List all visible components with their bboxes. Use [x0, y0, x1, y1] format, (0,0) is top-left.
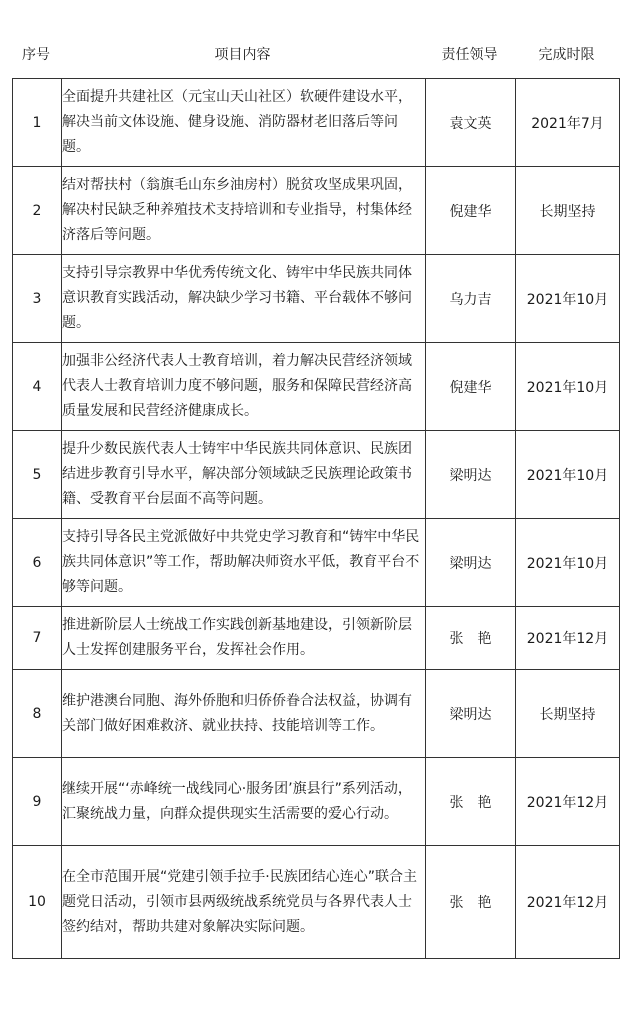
- row-content: 支持引导宗教界中华优秀传统文化、铸牢中华民族共同体意识教育实践活动，解决缺少学习书籍、平台载体不够问题。: [62, 255, 426, 343]
- row-deadline: 2021年12月: [516, 607, 620, 670]
- row-content: 结对帮扶村（翁旗毛山东乡油房村）脱贫攻坚成果巩固，解决村民缺乏种养殖技术支持培训和专业指导，村集体经济落后等问题。: [62, 167, 426, 255]
- row-leader: 张 艳: [426, 758, 516, 846]
- row-content: 继续开展“‘赤峰统一战线同心·服务团’旗县行”系列活动，汇聚统战力量，向群众提供现实生活需要的爱心行动。: [62, 758, 426, 846]
- row-leader: 张 艳: [426, 846, 516, 959]
- table-header: [12, 40, 618, 68]
- table-row: [13, 519, 620, 607]
- row-deadline: 2021年10月: [516, 343, 620, 431]
- row-deadline: 2021年10月: [516, 519, 620, 607]
- row-number: 2: [13, 167, 62, 255]
- row-leader: 张 艳: [426, 607, 516, 670]
- row-deadline: 2021年10月: [516, 255, 620, 343]
- row-number: 6: [13, 519, 62, 607]
- row-content: 加强非公经济代表人士教育培训，着力解决民营经济领域代表人士教育培训力度不够问题，服务和保障民营经济高质量发展和民营经济健康成长。: [62, 343, 426, 431]
- row-content: 在全市范围开展“党建引领手拉手·民族团结心连心”联合主题党日活动，引领市县两级统战系统党员与各界代表人士签约结对，帮助共建对象解决实际问题。: [62, 846, 426, 959]
- table-row: [13, 167, 620, 255]
- row-number: 1: [13, 79, 62, 167]
- row-number: 5: [13, 431, 62, 519]
- table-row: [13, 255, 620, 343]
- row-deadline: 2021年10月: [516, 431, 620, 519]
- header-deadline: 完成时限: [538, 47, 595, 63]
- task-table: [12, 78, 620, 959]
- table-row: [13, 343, 620, 431]
- row-deadline: 2021年7月: [516, 79, 620, 167]
- row-leader: 袁文英: [426, 79, 516, 167]
- row-leader: 梁明达: [426, 670, 516, 758]
- row-deadline: 长期坚持: [516, 670, 620, 758]
- row-leader: 倪建华: [426, 343, 516, 431]
- table-row: [13, 670, 620, 758]
- row-number: 3: [13, 255, 62, 343]
- row-deadline: 长期坚持: [516, 167, 620, 255]
- row-leader: 倪建华: [426, 167, 516, 255]
- row-deadline: 2021年12月: [516, 846, 620, 959]
- row-leader: 梁明达: [426, 431, 516, 519]
- table-row: [13, 79, 620, 167]
- row-deadline: 2021年12月: [516, 758, 620, 846]
- row-leader: 乌力吉: [426, 255, 516, 343]
- table-row: [13, 846, 620, 959]
- row-content: 提升少数民族代表人士铸牢中华民族共同体意识、民族团结进步教育引导水平，解决部分领域缺乏民族理论政策书籍、受教育平台层面不高等问题。: [62, 431, 426, 519]
- row-content: 维护港澳台同胞、海外侨胞和归侨侨眷合法权益，协调有关部门做好困难救济、就业扶持、技能培训等工作。: [62, 670, 426, 758]
- header-content: 项目内容: [214, 47, 271, 63]
- header-leader: 责任领导: [441, 47, 498, 63]
- table-row: [13, 758, 620, 846]
- row-number: 8: [13, 670, 62, 758]
- row-leader: 梁明达: [426, 519, 516, 607]
- row-content: 支持引导各民主党派做好中共党史学习教育和“铸牢中华民族共同体意识”等工作，帮助解决师资水平低，教育平台不够等问题。: [62, 519, 426, 607]
- row-number: 4: [13, 343, 62, 431]
- row-content: 全面提升共建社区（元宝山天山社区）软硬件建设水平，解决当前文体设施、健身设施、消防器材老旧落后等问题。: [62, 79, 426, 167]
- table-row: [13, 431, 620, 519]
- table-row: [13, 607, 620, 670]
- header-number: 序号: [22, 47, 50, 63]
- row-content: 推进新阶层人士统战工作实践创新基地建设，引领新阶层人士发挥创建服务平台，发挥社会作用。: [62, 607, 426, 670]
- row-number: 10: [13, 846, 62, 959]
- row-number: 9: [13, 758, 62, 846]
- row-number: 7: [13, 607, 62, 670]
